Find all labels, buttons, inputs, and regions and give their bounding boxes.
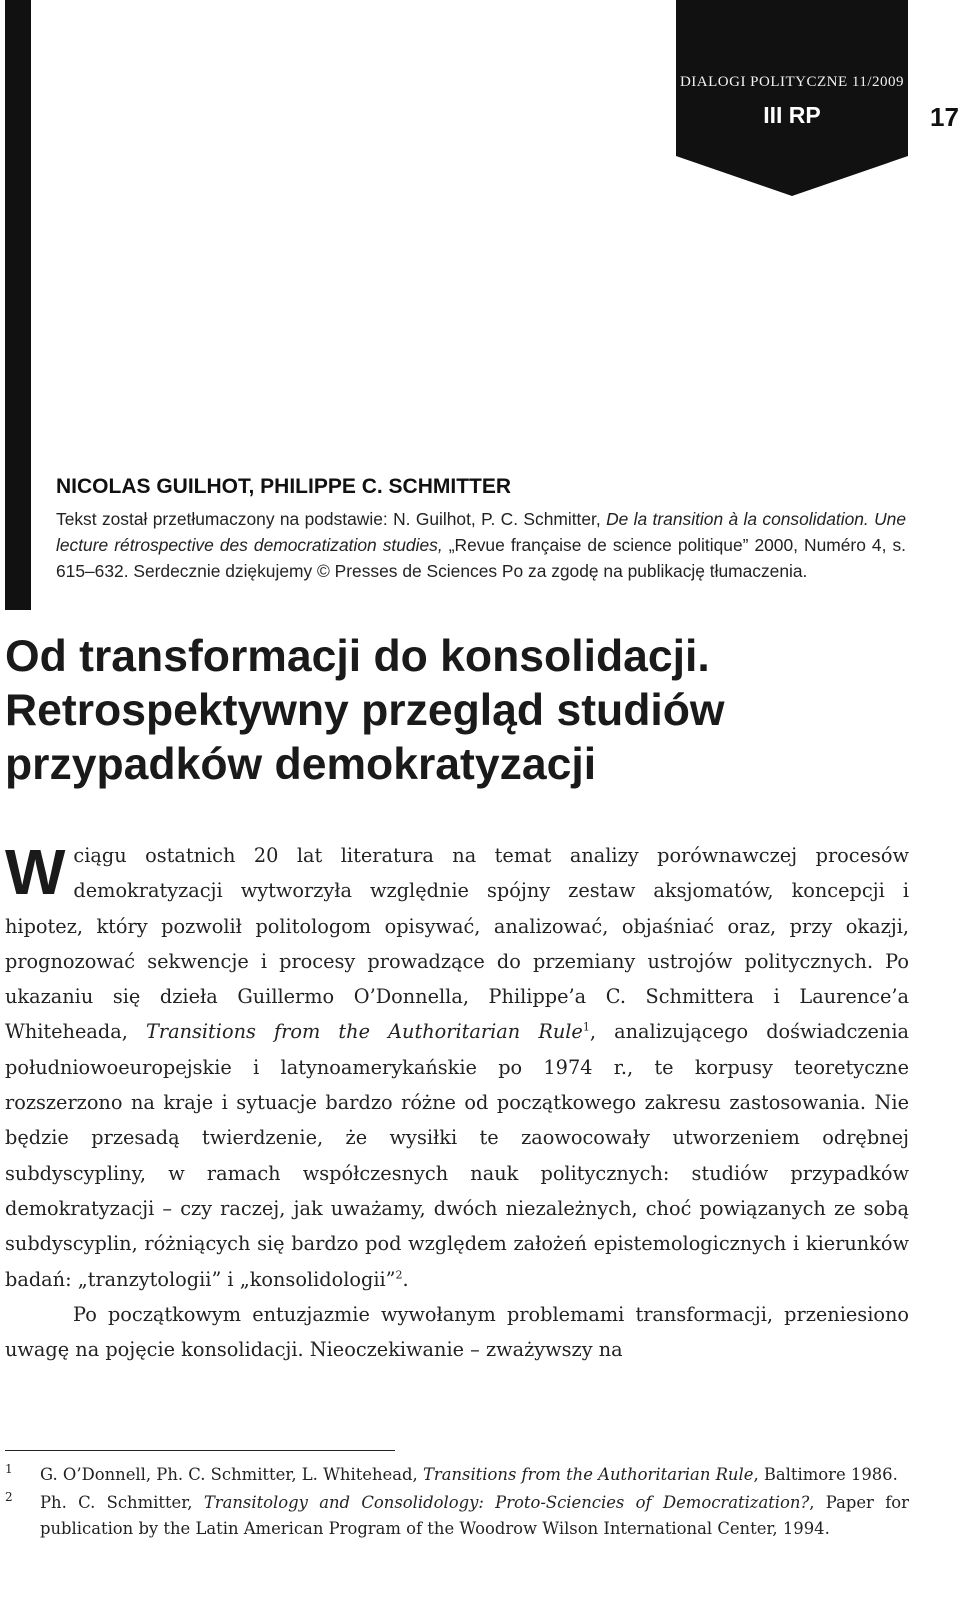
source-note-text: Tekst został przetłumaczony na podstawie: N. Guilhot, P. C. Schmitter, <box>56 509 607 529</box>
source-note <box>56 506 906 584</box>
footnotes <box>5 1462 909 1544</box>
journal-name: DIALOGI POLITYCZNE 11/2009 <box>679 74 905 90</box>
footnote-divider <box>5 1450 395 1451</box>
section-banner <box>676 0 908 196</box>
footnote-number: 1 <box>5 1462 13 1476</box>
paragraph <box>5 838 909 1297</box>
title-line: przypadków demokratyzacji <box>5 740 597 789</box>
footnote-text: , Paper for publication by the Latin American Program of the Woodrow Wilson International Center, 1994. <box>40 1493 909 1538</box>
section-label: III RP <box>763 102 821 128</box>
paragraph-text: , analizującego doświadczenia południowoeuropejskie i latynoamerykańskie po 1974 r., te korpusy teoretyczne rozszerzono na kraje i sytuacje bardzo różne od początkowego zakresu zastosowania. Nie będzie przesadą twierdzenie, że wysiłki te zaowocowały utworzeniem odrębnej subdyscypliny, w ramach współczesnych nauk politycznych: studiów przypadków demokratyzacji – czy raczej, jak uważamy, dwóch niezależnych, choć powiązanych ze sobą subdyscyplin, różniących się bardzo pod względem założeń epistemologicznych i kierunków badań: „tranzytologii” i „konsolidologii” <box>5 1020 910 1291</box>
footnote-text: , Baltimore 1986. <box>753 1465 898 1484</box>
footnote-ref: 2 <box>395 1268 403 1282</box>
article-body <box>5 838 909 1367</box>
drop-cap: W <box>5 836 66 908</box>
footnote-ref: 1 <box>582 1021 590 1035</box>
source-note-text-end: „Revue française de science politique” 2000, Numéro 4, s. 615–632. Serdecznie dziękujemy © Presses de Sciences Po za zgodę na publikację tłumaczenia. <box>56 535 906 581</box>
footnote-text: G. O’Donnell, Ph. C. Schmitter, L. Whitehead, <box>40 1465 423 1484</box>
footnote <box>5 1462 909 1488</box>
footnote-text: Ph. C. Schmitter, <box>40 1493 204 1512</box>
source-note-italic-title: De la transition à la consolidation. Une lecture rétrospective des democratization studies, <box>56 509 907 555</box>
footnote-number: 2 <box>5 1490 13 1504</box>
article-title <box>5 630 945 792</box>
paragraph-text: . <box>402 1267 409 1291</box>
title-line: Retrospektywny przegląd studiów <box>5 686 725 735</box>
paragraph: Po początkowym entuzjazmie wywołanym problemami transformacji, przeniesiono uwagę na pojęcie konsolidacji. Nieoczekiwanie – zważywszy na <box>5 1302 909 1362</box>
title-line: Od transformacji do konsolidacji. <box>5 632 710 681</box>
book-title: Transitions from the Authoritarian Rule <box>146 1020 583 1044</box>
left-margin-bar <box>5 0 31 610</box>
paragraph-text: ciągu ostatnich 20 lat literatura na temat analizy porównawczej procesów demokratyzacji wytworzyła względnie spójny zestaw aksjomatów, koncepcji i hipotez, który pozwolił politologom opisywać, analizować, objaśniać oraz, przy okazji, prognozować sekwencje i procesy prowadzące do przemiany ustrojów politycznych. Po ukazaniu się dzieła Guillermo O’Donnella, Philippe’a C. Schmittera i Laurence’a Whiteheada, <box>5 844 909 1044</box>
footnote <box>5 1490 909 1542</box>
page-number: 17 <box>930 102 959 132</box>
footnote-italic: Transitology and Consolidology: Proto-Sciencies of Democratization? <box>203 1493 810 1512</box>
footnote-italic: Transitions from the Authoritarian Rule <box>422 1465 754 1484</box>
article-authors: NICOLAS GUILHOT, PHILIPPE C. SCHMITTER <box>56 475 512 498</box>
